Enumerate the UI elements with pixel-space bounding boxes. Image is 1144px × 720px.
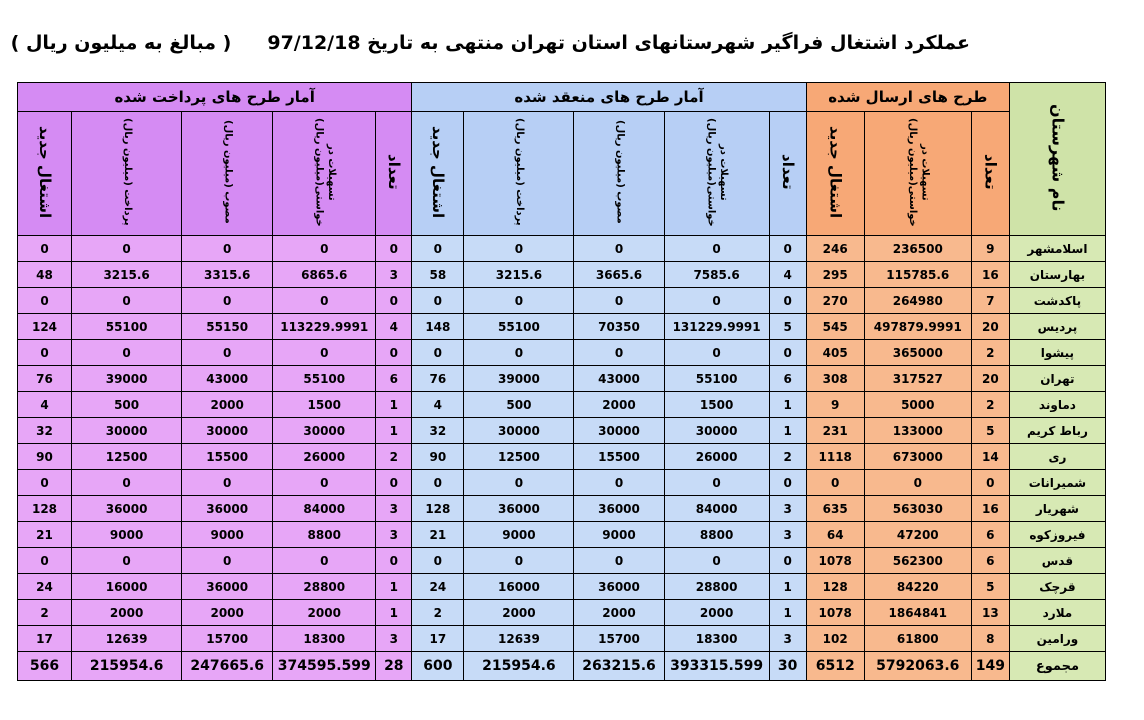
paid-jobs-cell: 21: [18, 522, 72, 548]
concluded-approved-cell: 2000: [574, 392, 664, 418]
sent-jobs-cell: 9: [806, 392, 864, 418]
concluded-payment-cell: 0: [464, 340, 574, 366]
concluded-payment-cell: 16000: [464, 574, 574, 600]
sent-facilities-cell: 673000: [864, 444, 971, 470]
table-row: [18, 548, 1106, 574]
total-sent-count: 149: [971, 652, 1009, 681]
concluded-approved-cell: 43000: [574, 366, 664, 392]
sent-jobs-cell: 246: [806, 236, 864, 262]
city-cell: ملارد: [1009, 600, 1105, 626]
sent-count-cell: 9: [971, 236, 1009, 262]
paid-jobs-header: اشتغال جدید: [35, 125, 54, 219]
city-cell: بهارستان: [1009, 262, 1105, 288]
total-sent-jobs: 6512: [806, 652, 864, 681]
sent-count-header: تعداد: [981, 154, 1000, 190]
paid-approved-header-cell: [182, 112, 273, 236]
concluded-payment-cell: 0: [464, 236, 574, 262]
paid-payment-cell: 2000: [72, 600, 182, 626]
concluded-facilities-cell: 2000: [664, 600, 769, 626]
table-row: [18, 392, 1106, 418]
sent-jobs-cell: 102: [806, 626, 864, 652]
concluded-approved-cell: 70350: [574, 314, 664, 340]
sent-count-cell: 20: [971, 366, 1009, 392]
sent-facilities-cell: 5000: [864, 392, 971, 418]
paid-jobs-cell: 32: [18, 418, 72, 444]
sent-jobs-cell: 295: [806, 262, 864, 288]
concluded-payment-cell: 500: [464, 392, 574, 418]
sent-jobs-header-cell: [806, 112, 864, 236]
paid-payment-cell: 0: [72, 236, 182, 262]
sent-facilities-cell: 264980: [864, 288, 971, 314]
total-paid-payment: 215954.6: [72, 652, 182, 681]
total-paid-jobs: 566: [18, 652, 72, 681]
concluded-facilities-cell: 0: [664, 470, 769, 496]
sent-jobs-cell: 0: [806, 470, 864, 496]
paid-approved-cell: 0: [182, 236, 273, 262]
concluded-facilities-cell: 0: [664, 236, 769, 262]
sent-facilities-cell: 562300: [864, 548, 971, 574]
concluded-count-cell: 2: [769, 444, 806, 470]
paid-count-cell: 0: [376, 548, 412, 574]
concluded-approved-cell: 9000: [574, 522, 664, 548]
concluded-jobs-cell: 0: [412, 548, 464, 574]
concluded-count-cell: 3: [769, 522, 806, 548]
sent-facilities-cell: 133000: [864, 418, 971, 444]
concluded-count-cell: 1: [769, 418, 806, 444]
paid-approved-cell: 30000: [182, 418, 273, 444]
total-concluded-payment: 215954.6: [464, 652, 574, 681]
employment-table: [17, 82, 1106, 681]
sent-count-cell: 6: [971, 548, 1009, 574]
sent-count-header-cell: [971, 112, 1009, 236]
concluded-approved-cell: 0: [574, 548, 664, 574]
concluded-payment-cell: 30000: [464, 418, 574, 444]
paid-count-cell: 3: [376, 626, 412, 652]
concluded-facilities-header: تسهیلات در خواستی(میلیون ریال): [705, 117, 730, 227]
paid-jobs-cell: 4: [18, 392, 72, 418]
concluded-facilities-cell: 131229.9991: [664, 314, 769, 340]
paid-jobs-cell: 0: [18, 470, 72, 496]
concluded-jobs-cell: 148: [412, 314, 464, 340]
paid-approved-cell: 36000: [182, 496, 273, 522]
table-row: [18, 444, 1106, 470]
concluded-jobs-cell: 0: [412, 236, 464, 262]
paid-jobs-cell: 24: [18, 574, 72, 600]
city-cell: پردیس: [1009, 314, 1105, 340]
concluded-jobs-cell: 76: [412, 366, 464, 392]
title-main: عملکرد اشتغال فراگیر شهرستانهای استان تهران منتهی به تاریخ 97/12/18: [267, 32, 970, 54]
paid-payment-cell: 30000: [72, 418, 182, 444]
sent-jobs-cell: 545: [806, 314, 864, 340]
paid-facilities-cell: 0: [273, 288, 376, 314]
paid-count-cell: 0: [376, 288, 412, 314]
paid-payment-cell: 12639: [72, 626, 182, 652]
concluded-facilities-cell: 0: [664, 288, 769, 314]
sent-count-cell: 0: [971, 470, 1009, 496]
concluded-payment-cell: 2000: [464, 600, 574, 626]
concluded-facilities-cell: 8800: [664, 522, 769, 548]
paid-payment-cell: 12500: [72, 444, 182, 470]
sent-count-cell: 16: [971, 496, 1009, 522]
sent-facilities-cell: 317527: [864, 366, 971, 392]
total-row: [18, 652, 1106, 681]
paid-approved-cell: 43000: [182, 366, 273, 392]
sent-count-cell: 13: [971, 600, 1009, 626]
paid-count-cell: 3: [376, 262, 412, 288]
table-row: [18, 600, 1106, 626]
concluded-jobs-cell: 128: [412, 496, 464, 522]
paid-count-cell: 3: [376, 522, 412, 548]
concluded-approved-cell: 36000: [574, 496, 664, 522]
concluded-count-cell: 4: [769, 262, 806, 288]
table-row: [18, 236, 1106, 262]
concluded-count-header: تعداد: [779, 154, 798, 190]
city-cell: قرچک: [1009, 574, 1105, 600]
paid-facilities-header-cell: [273, 112, 376, 236]
concluded-jobs-cell: 17: [412, 626, 464, 652]
concluded-payment-header-cell: [464, 112, 574, 236]
city-cell: دماوند: [1009, 392, 1105, 418]
paid-group-header: آمار طرح های پرداخت شده: [18, 83, 412, 112]
concluded-jobs-cell: 90: [412, 444, 464, 470]
paid-count-cell: 1: [376, 574, 412, 600]
total-paid-approved: 247665.6: [182, 652, 273, 681]
concluded-count-cell: 5: [769, 314, 806, 340]
paid-facilities-cell: 28800: [273, 574, 376, 600]
total-label: مجموع: [1009, 652, 1105, 681]
concluded-count-cell: 0: [769, 236, 806, 262]
sent-jobs-cell: 128: [806, 574, 864, 600]
concluded-count-cell: 3: [769, 496, 806, 522]
sent-count-cell: 20: [971, 314, 1009, 340]
sent-facilities-cell: 47200: [864, 522, 971, 548]
concluded-jobs-cell: 0: [412, 288, 464, 314]
paid-facilities-cell: 55100: [273, 366, 376, 392]
concluded-approved-cell: 15700: [574, 626, 664, 652]
paid-count-header-cell: [376, 112, 412, 236]
concluded-jobs-cell: 2: [412, 600, 464, 626]
paid-payment-cell: 0: [72, 470, 182, 496]
concluded-facilities-header-cell: [664, 112, 769, 236]
paid-count-cell: 6: [376, 366, 412, 392]
city-cell: قدس: [1009, 548, 1105, 574]
concluded-approved-cell: 15500: [574, 444, 664, 470]
paid-count-cell: 1: [376, 600, 412, 626]
paid-approved-cell: 3315.6: [182, 262, 273, 288]
table-body: [18, 236, 1106, 681]
concluded-count-cell: 0: [769, 288, 806, 314]
concluded-jobs-cell: 21: [412, 522, 464, 548]
concluded-approved-header: مصوب (میلیون ریال): [614, 120, 626, 224]
paid-jobs-cell: 90: [18, 444, 72, 470]
concluded-approved-cell: 0: [574, 288, 664, 314]
paid-jobs-cell: 48: [18, 262, 72, 288]
paid-jobs-cell: 0: [18, 340, 72, 366]
paid-jobs-cell: 128: [18, 496, 72, 522]
city-cell: ورامین: [1009, 626, 1105, 652]
concluded-payment-cell: 12500: [464, 444, 574, 470]
concluded-facilities-cell: 84000: [664, 496, 769, 522]
table-row: [18, 262, 1106, 288]
concluded-facilities-cell: 7585.6: [664, 262, 769, 288]
city-cell: ری: [1009, 444, 1105, 470]
table-row: [18, 366, 1106, 392]
paid-facilities-cell: 8800: [273, 522, 376, 548]
concluded-payment-cell: 0: [464, 288, 574, 314]
concluded-count-cell: 6: [769, 366, 806, 392]
sent-facilities-cell: 563030: [864, 496, 971, 522]
paid-jobs-header-cell: [18, 112, 72, 236]
total-paid-count: 28: [376, 652, 412, 681]
concluded-facilities-cell: 18300: [664, 626, 769, 652]
concluded-jobs-cell: 0: [412, 340, 464, 366]
sent-facilities-cell: 0: [864, 470, 971, 496]
concluded-approved-cell: 0: [574, 340, 664, 366]
paid-count-cell: 1: [376, 392, 412, 418]
concluded-approved-header-cell: [574, 112, 664, 236]
report-title: [10, 32, 970, 66]
concluded-count-header-cell: [769, 112, 806, 236]
paid-approved-cell: 0: [182, 548, 273, 574]
concluded-payment-cell: 3215.6: [464, 262, 574, 288]
concluded-approved-cell: 36000: [574, 574, 664, 600]
paid-approved-header: مصوب (میلیون ریال): [222, 120, 234, 224]
sent-jobs-cell: 64: [806, 522, 864, 548]
paid-count-header: تعداد: [385, 154, 404, 190]
concluded-count-cell: 1: [769, 392, 806, 418]
sent-group-header: طرح های ارسال شده: [806, 83, 1009, 112]
sent-facilities-header-cell: [864, 112, 971, 236]
concluded-jobs-cell: 32: [412, 418, 464, 444]
paid-payment-cell: 9000: [72, 522, 182, 548]
concluded-jobs-cell: 24: [412, 574, 464, 600]
concluded-facilities-cell: 30000: [664, 418, 769, 444]
concluded-count-cell: 0: [769, 340, 806, 366]
paid-count-cell: 0: [376, 470, 412, 496]
paid-approved-cell: 55150: [182, 314, 273, 340]
sent-jobs-cell: 1118: [806, 444, 864, 470]
city-cell: تهران: [1009, 366, 1105, 392]
table-row: [18, 340, 1106, 366]
table-row: [18, 418, 1106, 444]
concluded-approved-cell: 0: [574, 470, 664, 496]
paid-facilities-cell: 0: [273, 236, 376, 262]
paid-approved-cell: 0: [182, 288, 273, 314]
city-cell: رباط کریم: [1009, 418, 1105, 444]
paid-facilities-header: تسهیلات در خواستی(میلیون ریال): [313, 117, 337, 227]
concluded-count-cell: 1: [769, 600, 806, 626]
paid-payment-cell: 36000: [72, 496, 182, 522]
sent-count-cell: 14: [971, 444, 1009, 470]
sent-jobs-cell: 1078: [806, 600, 864, 626]
sent-facilities-cell: 115785.6: [864, 262, 971, 288]
paid-payment-cell: 0: [72, 288, 182, 314]
total-concluded-count: 30: [769, 652, 806, 681]
paid-payment-cell: 3215.6: [72, 262, 182, 288]
city-cell: فیروزکوه: [1009, 522, 1105, 548]
concluded-jobs-header: اشتغال جدید: [429, 125, 448, 219]
concluded-payment-cell: 9000: [464, 522, 574, 548]
concluded-count-cell: 0: [769, 548, 806, 574]
concluded-payment-cell: 0: [464, 470, 574, 496]
paid-facilities-cell: 6865.6: [273, 262, 376, 288]
city-cell: پیشوا: [1009, 340, 1105, 366]
concluded-approved-cell: 2000: [574, 600, 664, 626]
concluded-count-cell: 0: [769, 470, 806, 496]
concluded-approved-cell: 0: [574, 236, 664, 262]
table-row: [18, 496, 1106, 522]
concluded-payment-cell: 55100: [464, 314, 574, 340]
concluded-facilities-cell: 55100: [664, 366, 769, 392]
paid-facilities-cell: 1500: [273, 392, 376, 418]
sent-facilities-cell: 61800: [864, 626, 971, 652]
paid-approved-cell: 36000: [182, 574, 273, 600]
paid-facilities-cell: 26000: [273, 444, 376, 470]
concluded-count-cell: 3: [769, 626, 806, 652]
sent-facilities-cell: 236500: [864, 236, 971, 262]
concluded-jobs-header-cell: [412, 112, 464, 236]
paid-count-cell: 0: [376, 236, 412, 262]
sent-count-cell: 5: [971, 574, 1009, 600]
sent-facilities-cell: 365000: [864, 340, 971, 366]
paid-approved-cell: 2000: [182, 600, 273, 626]
sent-count-cell: 6: [971, 522, 1009, 548]
sent-facilities-cell: 1864841: [864, 600, 971, 626]
paid-jobs-cell: 0: [18, 288, 72, 314]
total-sent-facilities: 5792063.6: [864, 652, 971, 681]
concluded-approved-cell: 3665.6: [574, 262, 664, 288]
paid-facilities-cell: 2000: [273, 600, 376, 626]
sent-count-cell: 5: [971, 418, 1009, 444]
total-concluded-approved: 263215.6: [574, 652, 664, 681]
paid-jobs-cell: 76: [18, 366, 72, 392]
table-row: [18, 288, 1106, 314]
paid-facilities-cell: 0: [273, 470, 376, 496]
paid-facilities-cell: 0: [273, 548, 376, 574]
city-cell: اسلامشهر: [1009, 236, 1105, 262]
concluded-payment-cell: 39000: [464, 366, 574, 392]
sent-facilities-cell: 497879.9991: [864, 314, 971, 340]
paid-facilities-cell: 18300: [273, 626, 376, 652]
paid-jobs-cell: 2: [18, 600, 72, 626]
total-concluded-jobs: 600: [412, 652, 464, 681]
paid-approved-cell: 15500: [182, 444, 273, 470]
concluded-facilities-cell: 28800: [664, 574, 769, 600]
concluded-payment-cell: 12639: [464, 626, 574, 652]
concluded-approved-cell: 30000: [574, 418, 664, 444]
paid-approved-cell: 9000: [182, 522, 273, 548]
paid-approved-cell: 15700: [182, 626, 273, 652]
paid-facilities-cell: 0: [273, 340, 376, 366]
sent-jobs-cell: 405: [806, 340, 864, 366]
table-row: [18, 314, 1106, 340]
sent-jobs-cell: 1078: [806, 548, 864, 574]
paid-payment-cell: 500: [72, 392, 182, 418]
title-unit: ( مبالغ به میلیون ریال ): [10, 32, 232, 54]
paid-jobs-cell: 17: [18, 626, 72, 652]
table-row: [18, 626, 1106, 652]
sent-jobs-cell: 231: [806, 418, 864, 444]
city-header-cell: [1009, 83, 1105, 236]
paid-payment-cell: 0: [72, 548, 182, 574]
sent-count-cell: 8: [971, 626, 1009, 652]
sent-jobs-header: اشتغال جدید: [826, 125, 845, 219]
sent-facilities-cell: 84220: [864, 574, 971, 600]
paid-jobs-cell: 0: [18, 548, 72, 574]
paid-payment-cell: 39000: [72, 366, 182, 392]
sent-facilities-header: تسهیلات در خواستی(میلیون ریال): [906, 117, 931, 227]
paid-payment-header-cell: [72, 112, 182, 236]
paid-payment-cell: 55100: [72, 314, 182, 340]
concluded-jobs-cell: 58: [412, 262, 464, 288]
paid-approved-cell: 2000: [182, 392, 273, 418]
city-cell: شمیرانات: [1009, 470, 1105, 496]
paid-count-cell: 1: [376, 418, 412, 444]
city-cell: پاکدشت: [1009, 288, 1105, 314]
table-row: [18, 574, 1106, 600]
concluded-payment-cell: 36000: [464, 496, 574, 522]
sent-count-cell: 2: [971, 340, 1009, 366]
concluded-payment-header: پرداخت (میلیون ریال): [514, 118, 526, 226]
sent-jobs-cell: 308: [806, 366, 864, 392]
concluded-facilities-cell: 0: [664, 340, 769, 366]
paid-jobs-cell: 124: [18, 314, 72, 340]
concluded-payment-cell: 0: [464, 548, 574, 574]
sent-jobs-cell: 635: [806, 496, 864, 522]
city-header: نام شهرستان: [1048, 103, 1068, 212]
paid-approved-cell: 0: [182, 340, 273, 366]
paid-count-cell: 3: [376, 496, 412, 522]
paid-count-cell: 2: [376, 444, 412, 470]
concluded-jobs-cell: 4: [412, 392, 464, 418]
paid-payment-cell: 0: [72, 340, 182, 366]
paid-jobs-cell: 0: [18, 236, 72, 262]
paid-approved-cell: 0: [182, 470, 273, 496]
paid-payment-cell: 16000: [72, 574, 182, 600]
table-row: [18, 470, 1106, 496]
paid-facilities-cell: 30000: [273, 418, 376, 444]
total-paid-facilities: 374595.599: [273, 652, 376, 681]
total-concluded-facilities: 393315.599: [664, 652, 769, 681]
sent-count-cell: 2: [971, 392, 1009, 418]
concluded-group-header: آمار طرح های منعقد شده: [412, 83, 806, 112]
sent-count-cell: 16: [971, 262, 1009, 288]
paid-count-cell: 0: [376, 340, 412, 366]
concluded-count-cell: 1: [769, 574, 806, 600]
paid-facilities-cell: 113229.9991: [273, 314, 376, 340]
table-row: [18, 522, 1106, 548]
concluded-facilities-cell: 0: [664, 548, 769, 574]
city-cell: شهریار: [1009, 496, 1105, 522]
paid-payment-header: پرداخت (میلیون ریال): [121, 118, 133, 226]
paid-facilities-cell: 84000: [273, 496, 376, 522]
sent-jobs-cell: 270: [806, 288, 864, 314]
concluded-facilities-cell: 1500: [664, 392, 769, 418]
sent-count-cell: 7: [971, 288, 1009, 314]
paid-count-cell: 4: [376, 314, 412, 340]
concluded-jobs-cell: 0: [412, 470, 464, 496]
concluded-facilities-cell: 26000: [664, 444, 769, 470]
